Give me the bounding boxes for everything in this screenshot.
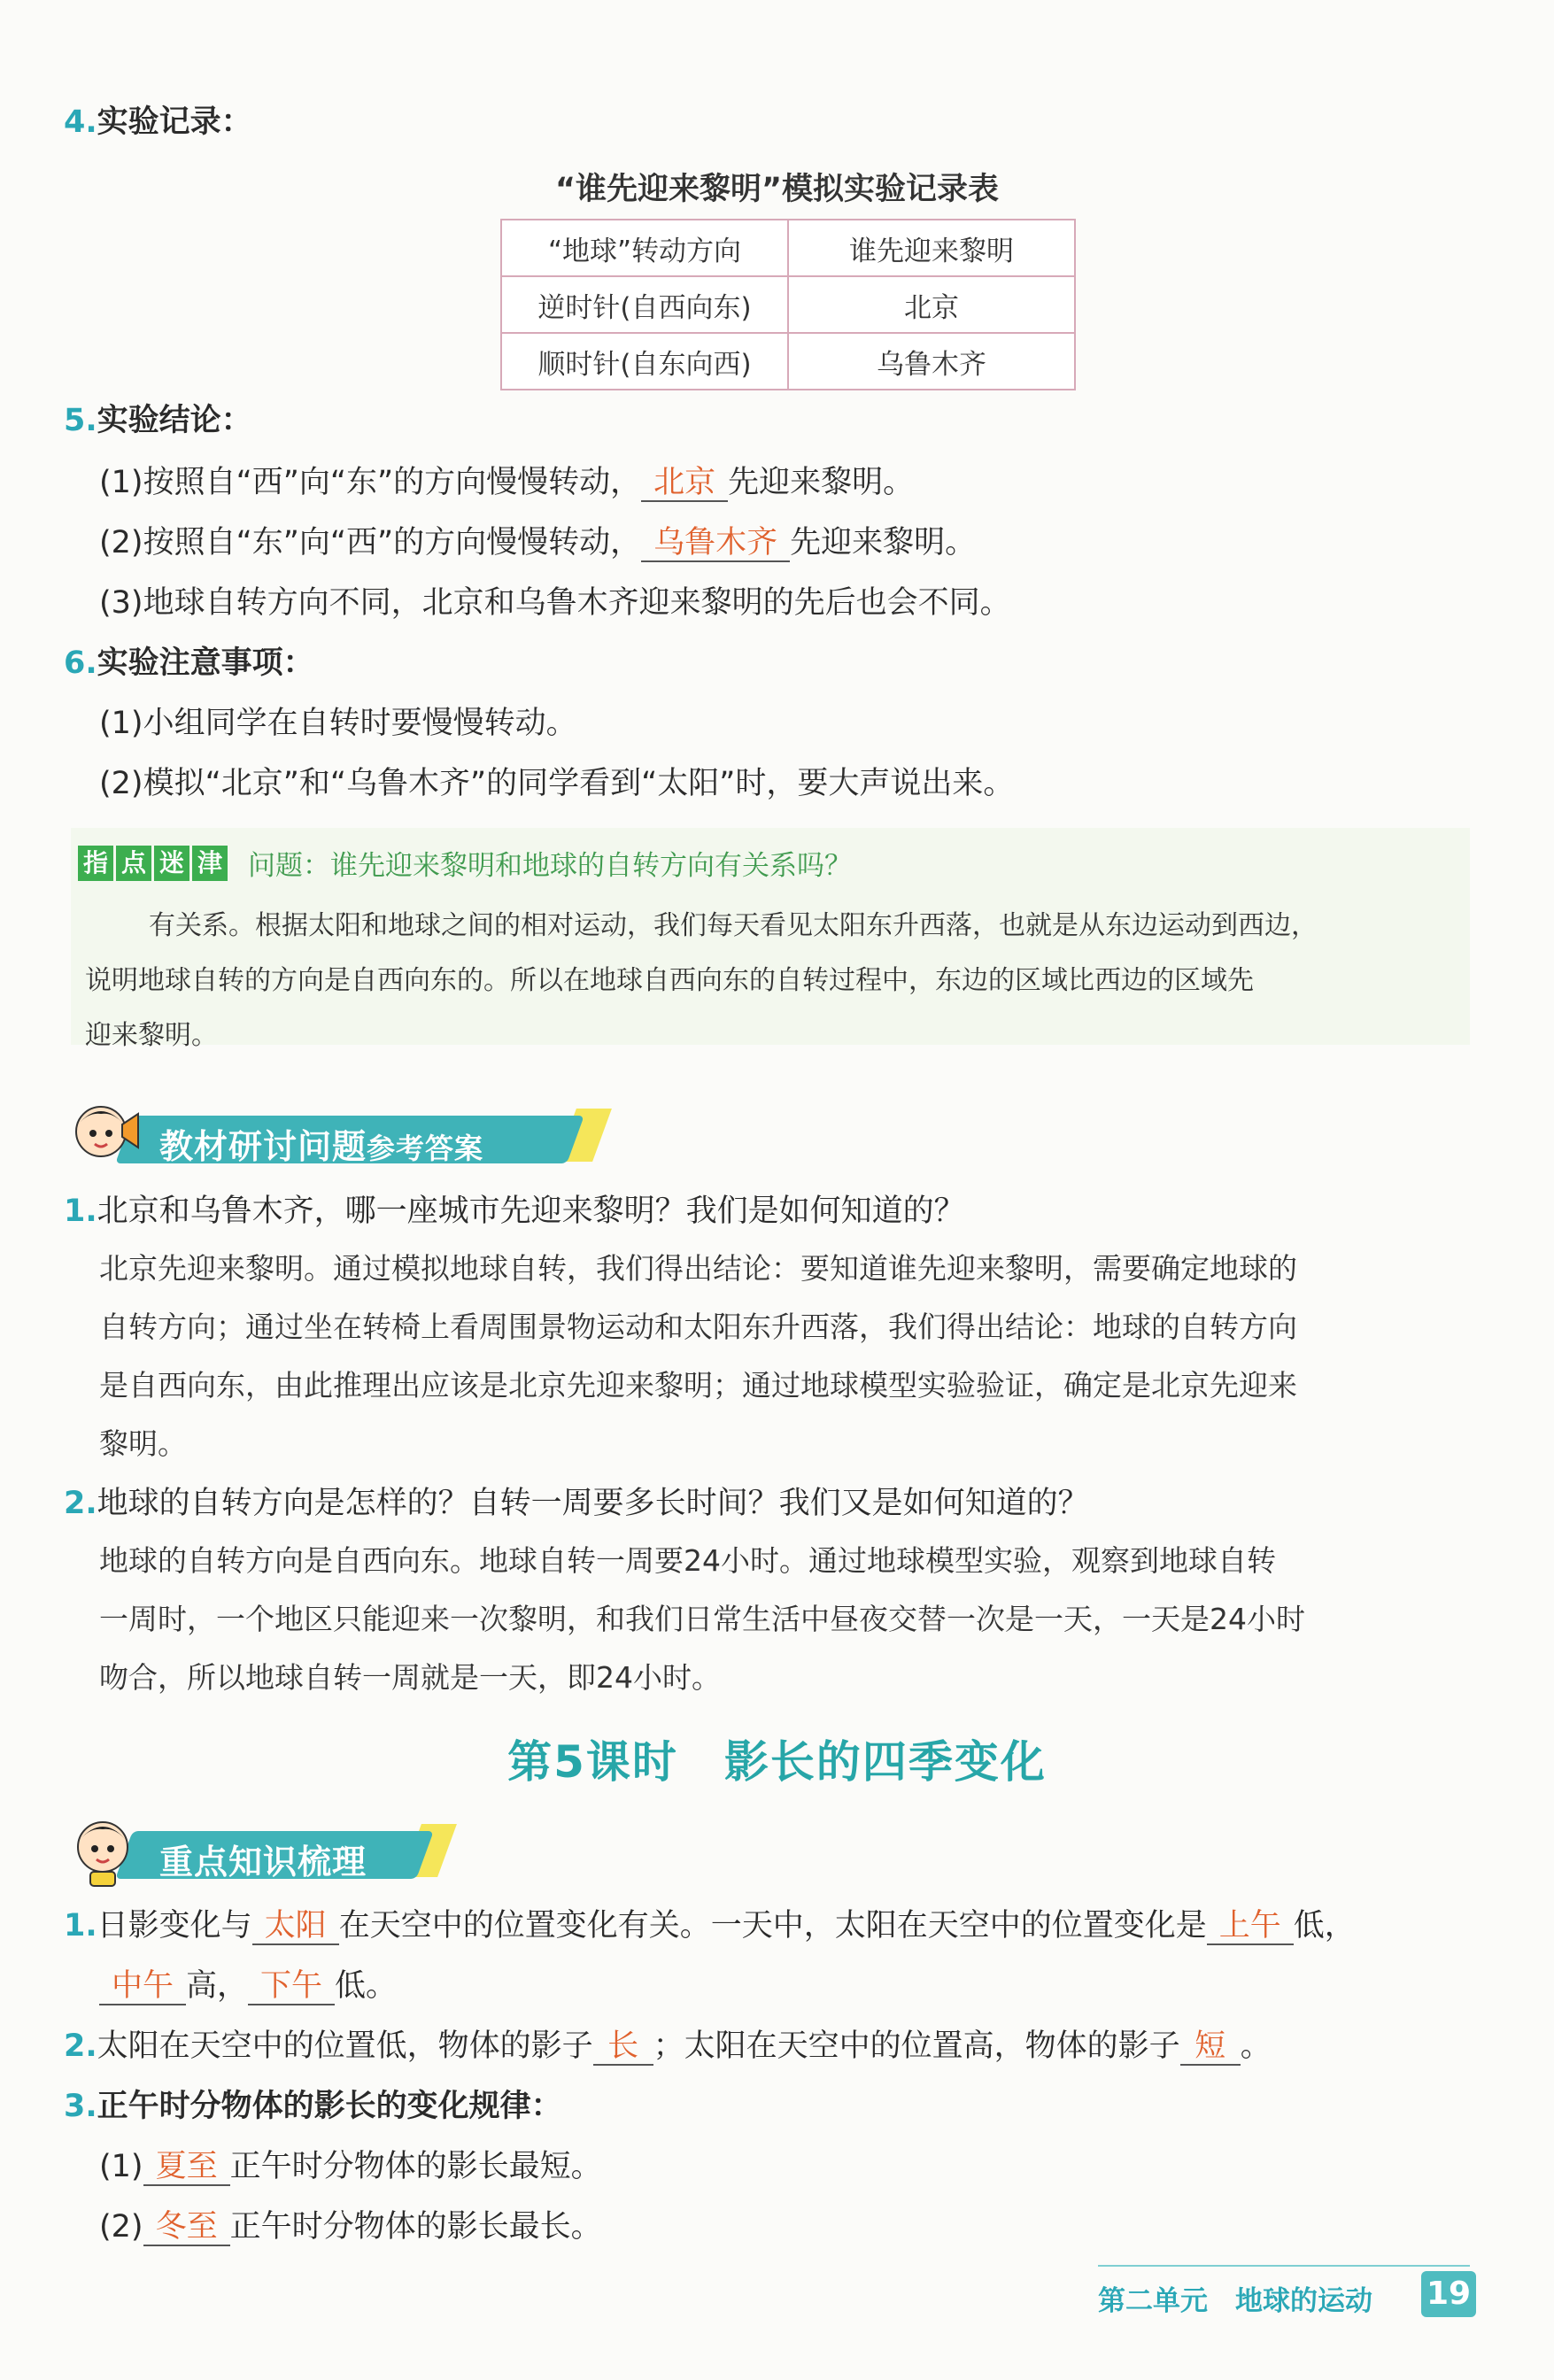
lesson-title: 第5课时 影长的四季变化 xyxy=(507,1736,1047,1788)
answer-blank: 长 xyxy=(593,2028,653,2066)
answer-blank: 北京 xyxy=(641,465,728,502)
answer-blank: 短 xyxy=(1180,2028,1241,2066)
table-header-cell: “地球”转动方向 xyxy=(501,220,788,276)
table-cell: 逆时针(自西向东) xyxy=(501,276,788,333)
tip-label-char: 迷 xyxy=(154,846,189,881)
section-number: 6. xyxy=(64,645,97,681)
knowledge-number: 3. xyxy=(64,2089,97,2124)
section-4-heading xyxy=(64,102,252,143)
tip-text-line: 有关系。根据太阳和地球之间的相对运动，我们每天看见太阳东升西落，也就是从东边运动到西边， xyxy=(149,910,1318,941)
table-row xyxy=(501,333,1075,390)
text: ；太阳在天空中的位置高，物体的影子 xyxy=(653,2028,1180,2064)
knowledge-3-heading xyxy=(64,2086,562,2127)
question-2 xyxy=(64,1483,1089,1524)
answer-line: 地球的自转方向是自西向东。地球自转一周要24小时。通过地球模型实验，观察到地球自转 xyxy=(99,1543,1276,1578)
question-1 xyxy=(64,1191,965,1232)
answer-1 xyxy=(99,1240,1472,1473)
banner-main-text: 教材研讨问题 xyxy=(159,1127,367,1166)
table-header-row xyxy=(501,220,1075,276)
text: 太阳在天空中的位置低，物体的影子 xyxy=(97,2028,593,2064)
notice-line-1: (1)小组同学在自转时要慢慢转动。 xyxy=(99,706,577,741)
section-label: 正午时分物体的影长的变化规律： xyxy=(97,2089,562,2124)
banner-title xyxy=(159,1119,483,1168)
text: 日影变化与 xyxy=(97,1908,252,1943)
notice-line-2: (2)模拟“北京”和“乌鲁木齐”的同学看到“太阳”时，要大声说出来。 xyxy=(99,766,1015,801)
question-number: 1. xyxy=(64,1194,97,1229)
knowledge-1-line-2 xyxy=(99,1966,397,2006)
tip-label-char: 津 xyxy=(192,846,228,881)
question-text: 北京和乌鲁木齐，哪一座城市先迎来黎明？我们是如何知道的？ xyxy=(97,1194,965,1229)
section-label: 实验注意事项： xyxy=(97,645,314,681)
knowledge-1-line-1 xyxy=(64,1905,1356,1946)
conclusion-line-3: (3)地球自转方向不同，北京和乌鲁木齐迎来黎明的先后也会不同。 xyxy=(99,585,1011,621)
text: 先迎来黎明。 xyxy=(728,465,915,500)
text: 正午时分物体的影长最长。 xyxy=(229,2209,602,2245)
footer-divider xyxy=(1098,2265,1470,2267)
discussion-answers-banner xyxy=(71,1107,620,1169)
footer-unit-title: 第二单元 地球的运动 xyxy=(1098,2285,1372,2317)
section-label: 实验记录： xyxy=(97,104,252,140)
tip-text-line: 迎来黎明。 xyxy=(85,1020,218,1051)
text: 先迎来黎明。 xyxy=(790,525,977,560)
tip-question: 问题：谁先迎来黎明和地球的自转方向有关系吗？ xyxy=(248,850,852,882)
table-cell: 顺时针(自东向西) xyxy=(501,333,788,390)
answer-blank: 乌鲁木齐 xyxy=(641,525,790,562)
answer-line: 是自西向东，由此推理出应该是北京先迎来黎明；通过地球模型实验验证，确定是北京先迎来 xyxy=(99,1368,1297,1402)
text: (2) xyxy=(99,2209,143,2245)
answer-line: 黎明。 xyxy=(99,1426,187,1461)
table-cell: 北京 xyxy=(788,276,1075,333)
conclusion-line-2 xyxy=(99,522,976,563)
tip-label-char: 指 xyxy=(78,846,113,881)
answer-line: 吻合，所以地球自转一周就是一天，即24小时。 xyxy=(99,1660,721,1695)
section-number: 4. xyxy=(64,104,97,140)
answer-line: 自转方向；通过坐在转椅上看周围景物运动和太阳东升西落，我们得出结论：地球的自转方向 xyxy=(99,1310,1297,1344)
text: 在天空中的位置变化有关。一天中，太阳在天空中的位置变化是 xyxy=(338,1908,1207,1943)
text: (1)按照自“西”向“东”的方向慢慢转动， xyxy=(99,465,642,500)
answer-line: 北京先迎来黎明。通过模拟地球自转，我们得出结论：要知道谁先迎来黎明，需要确定地球的 xyxy=(99,1251,1297,1286)
table-title: “谁先迎来黎明”模拟实验记录表 xyxy=(554,172,999,207)
tip-text-line: 说明地球自转的方向是自西向东的。所以在地球自西向东的自转过程中，东边的区域比西边的区域先 xyxy=(85,965,1254,996)
text: 高， xyxy=(186,1968,249,2004)
table-row xyxy=(501,276,1075,333)
text: 低， xyxy=(1293,1908,1356,1943)
conclusion-line-1 xyxy=(99,462,914,503)
answer-line: 一周时，一个地区只能迎来一次黎明，和我们日常生活中昼夜交替一次是一天，一天是24小时 xyxy=(99,1602,1305,1636)
knowledge-2 xyxy=(64,2026,1272,2067)
knowledge-number: 2. xyxy=(64,2028,97,2064)
text: 正午时分物体的影长最短。 xyxy=(229,2149,602,2184)
section-5-heading xyxy=(64,400,252,441)
text: 低。 xyxy=(335,1968,398,2004)
table-header-cell: 谁先迎来黎明 xyxy=(788,220,1075,276)
answer-2 xyxy=(99,1532,1472,1707)
answer-blank: 夏至 xyxy=(143,2149,230,2186)
answer-blank: 中午 xyxy=(99,1968,186,2005)
answer-blank: 上午 xyxy=(1207,1908,1294,1945)
experiment-record-table xyxy=(500,219,1076,390)
banner-title: 重点知识梳理 xyxy=(159,1843,367,1882)
knowledge-3-line-1 xyxy=(99,2146,602,2187)
key-knowledge-banner xyxy=(71,1822,443,1884)
answer-blank: 下午 xyxy=(248,1968,335,2005)
cartoon-kid-megaphone-icon xyxy=(71,1098,140,1172)
question-number: 2. xyxy=(64,1486,97,1521)
table-cell: 乌鲁木齐 xyxy=(788,333,1075,390)
page-number: 19 xyxy=(1421,2271,1476,2317)
section-6-heading xyxy=(64,643,314,684)
cartoon-kid-icon xyxy=(71,1813,140,1888)
tip-label-char: 点 xyxy=(116,846,151,881)
section-number: 5. xyxy=(64,403,97,438)
text: (2)按照自“东”向“西”的方向慢慢转动， xyxy=(99,525,642,560)
answer-blank: 冬至 xyxy=(143,2209,230,2246)
tip-label xyxy=(78,846,230,881)
text: 。 xyxy=(1240,2028,1272,2064)
question-text: 地球的自转方向是怎样的？自转一周要多长时间？我们又是如何知道的？ xyxy=(97,1486,1089,1521)
banner-small-text: 参考答案 xyxy=(367,1132,484,1165)
answer-blank: 太阳 xyxy=(252,1908,339,1945)
knowledge-number: 1. xyxy=(64,1908,97,1943)
knowledge-3-line-2 xyxy=(99,2206,602,2247)
text: (1) xyxy=(99,2149,143,2184)
section-label: 实验结论： xyxy=(97,403,252,438)
